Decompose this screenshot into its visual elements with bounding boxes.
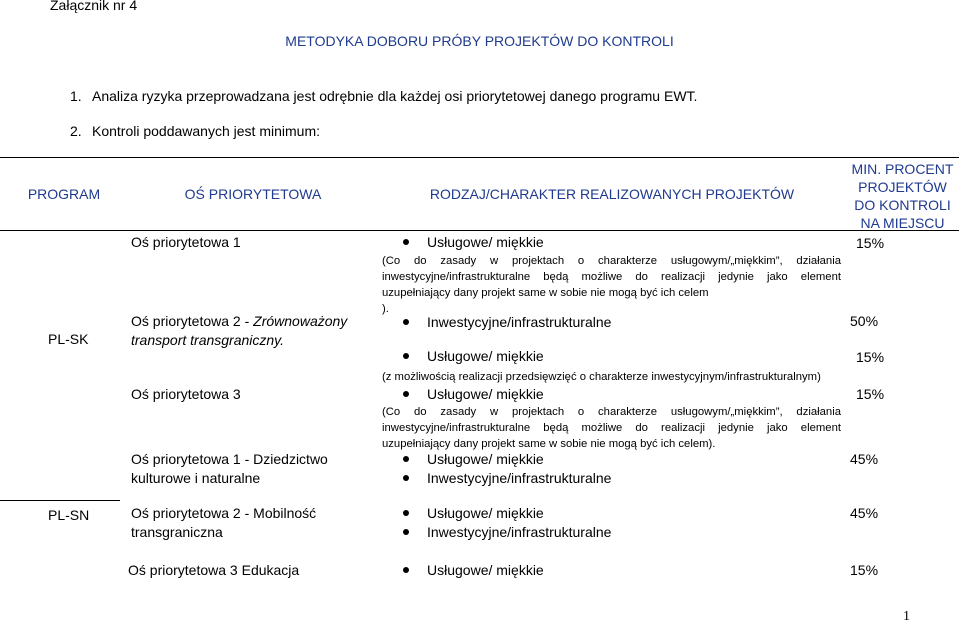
percent-value: 15% xyxy=(856,235,885,251)
program-divider xyxy=(0,500,120,501)
attachment-label: Załącznik nr 4 xyxy=(50,0,138,13)
header-pct-line: PROJEKTÓW xyxy=(858,179,947,195)
project-type: Inwestycyjne/infrastrukturalne xyxy=(427,524,612,540)
page-number: 1 xyxy=(903,609,910,624)
header-pct-line: DO KONTROLI xyxy=(854,197,951,213)
note-line: inwestycyjne/infrastrukturalne będą możliwe do realizacji jedynie jako element xyxy=(382,422,841,434)
header-program: PROGRAM xyxy=(27,186,101,202)
percent-value: 15% xyxy=(856,349,885,365)
bullet-icon xyxy=(403,319,409,325)
percent-value: 45% xyxy=(850,451,879,467)
percent-value: 45% xyxy=(850,505,879,521)
list-number: 2. xyxy=(70,123,82,139)
document-title: METODYKA DOBORU PRÓBY PROJEKTÓW DO KONTROLI xyxy=(285,33,674,49)
axis-text-italic: Zrównoważony xyxy=(253,313,348,329)
list-item xyxy=(403,313,611,332)
axis-pl-sn-2 xyxy=(131,504,316,542)
header-axis: OŚ PRIORYTETOWA xyxy=(184,186,322,202)
axis-pl-sk-1: Oś priorytetowa 1 xyxy=(131,234,241,250)
header-pct-line: NA MIEJSCU xyxy=(860,215,945,231)
bullet-icon xyxy=(403,475,409,481)
bullet-icon xyxy=(403,456,409,462)
bullet-icon xyxy=(403,353,409,359)
project-type: Inwestycyjne/infrastrukturalne xyxy=(427,470,612,486)
axis-text: Oś priorytetowa 2 - Mobilność xyxy=(131,505,317,521)
list-item xyxy=(403,504,544,523)
axis-text: kulturowe i naturalne xyxy=(131,470,261,486)
percent-value: 50% xyxy=(850,313,879,329)
axis-note xyxy=(382,253,841,317)
list-number: 1. xyxy=(70,88,82,104)
project-type: Usługowe/ miękkie xyxy=(427,386,544,402)
bullet-icon xyxy=(403,510,409,516)
note-line: uzupełniający dany projekt same w sobie nie mogą być ich celem). xyxy=(382,438,716,450)
axis-pl-sk-3: Oś priorytetowa 3 xyxy=(131,386,241,402)
project-type: Usługowe/ miękkie xyxy=(427,505,544,521)
axis-text: Oś priorytetowa 2 - xyxy=(131,313,254,329)
bullet-icon xyxy=(403,567,409,573)
list-item xyxy=(403,347,544,366)
list-item xyxy=(403,469,611,488)
note-line: uzupełniający dany projekt same w sobie nie mogą być ich celem xyxy=(382,287,709,299)
list-item xyxy=(403,450,544,469)
axis-text: Oś priorytetowa 1 - Dziedzictwo xyxy=(131,451,328,467)
project-type: Usługowe/ miękkie xyxy=(427,562,544,578)
list-item xyxy=(403,523,611,542)
note-line: inwestycyjne/infrastrukturalne będą możliwe do realizacji jedynie jako element xyxy=(382,271,841,283)
project-type: Usługowe/ miękkie xyxy=(427,451,544,467)
axis-text-italic: transport transgraniczny. xyxy=(131,332,285,348)
list-text: Kontroli poddawanych jest minimum: xyxy=(92,123,320,139)
axis-pl-sk-2 xyxy=(131,312,347,350)
note-line: ). xyxy=(382,303,389,315)
header-pct-line: MIN. PROCENT xyxy=(851,161,954,177)
axis-note xyxy=(382,404,841,452)
table-top-border xyxy=(0,157,959,158)
axis-text: transgraniczna xyxy=(131,524,223,540)
list-item xyxy=(70,123,320,139)
axis-pl-sn-1 xyxy=(131,450,328,488)
header-type: RODZAJ/CHARAKTER REALIZOWANYCH PROJEKTÓW xyxy=(429,186,795,202)
program-pl-sk: PL-SK xyxy=(48,331,89,347)
list-item xyxy=(403,233,544,252)
project-type: Usługowe/ miękkie xyxy=(427,234,544,250)
bullet-icon xyxy=(403,239,409,245)
percent-value: 15% xyxy=(850,562,879,578)
bullet-icon xyxy=(403,391,409,397)
list-text: Analiza ryzyka przeprowadzana jest odrębnie dla każdej osi priorytetowej danego programu EWT. xyxy=(92,88,698,104)
project-type: Usługowe/ miękkie xyxy=(427,348,544,364)
header-min-percent xyxy=(846,160,959,232)
program-pl-sn: PL-SN xyxy=(48,507,90,523)
project-type: Inwestycyjne/infrastrukturalne xyxy=(427,314,612,330)
list-item xyxy=(403,561,544,580)
axis-note: (z możliwością realizacji przedsięwzięć o charakterze inwestycyjnym/infrastrukturalnym) xyxy=(382,371,821,383)
list-item xyxy=(403,385,544,404)
list-item xyxy=(70,88,697,104)
bullet-icon xyxy=(403,529,409,535)
note-line: (Co do zasady w projektach o charakterze usługowym/„miękkim”, działania xyxy=(382,255,841,267)
note-line: (Co do zasady w projektach o charakterze usługowym/„miękkim”, działania xyxy=(382,406,841,418)
axis-pl-sn-3: Oś priorytetowa 3 Edukacja xyxy=(128,562,300,578)
percent-value: 15% xyxy=(856,386,885,402)
table-header-border xyxy=(0,230,959,231)
